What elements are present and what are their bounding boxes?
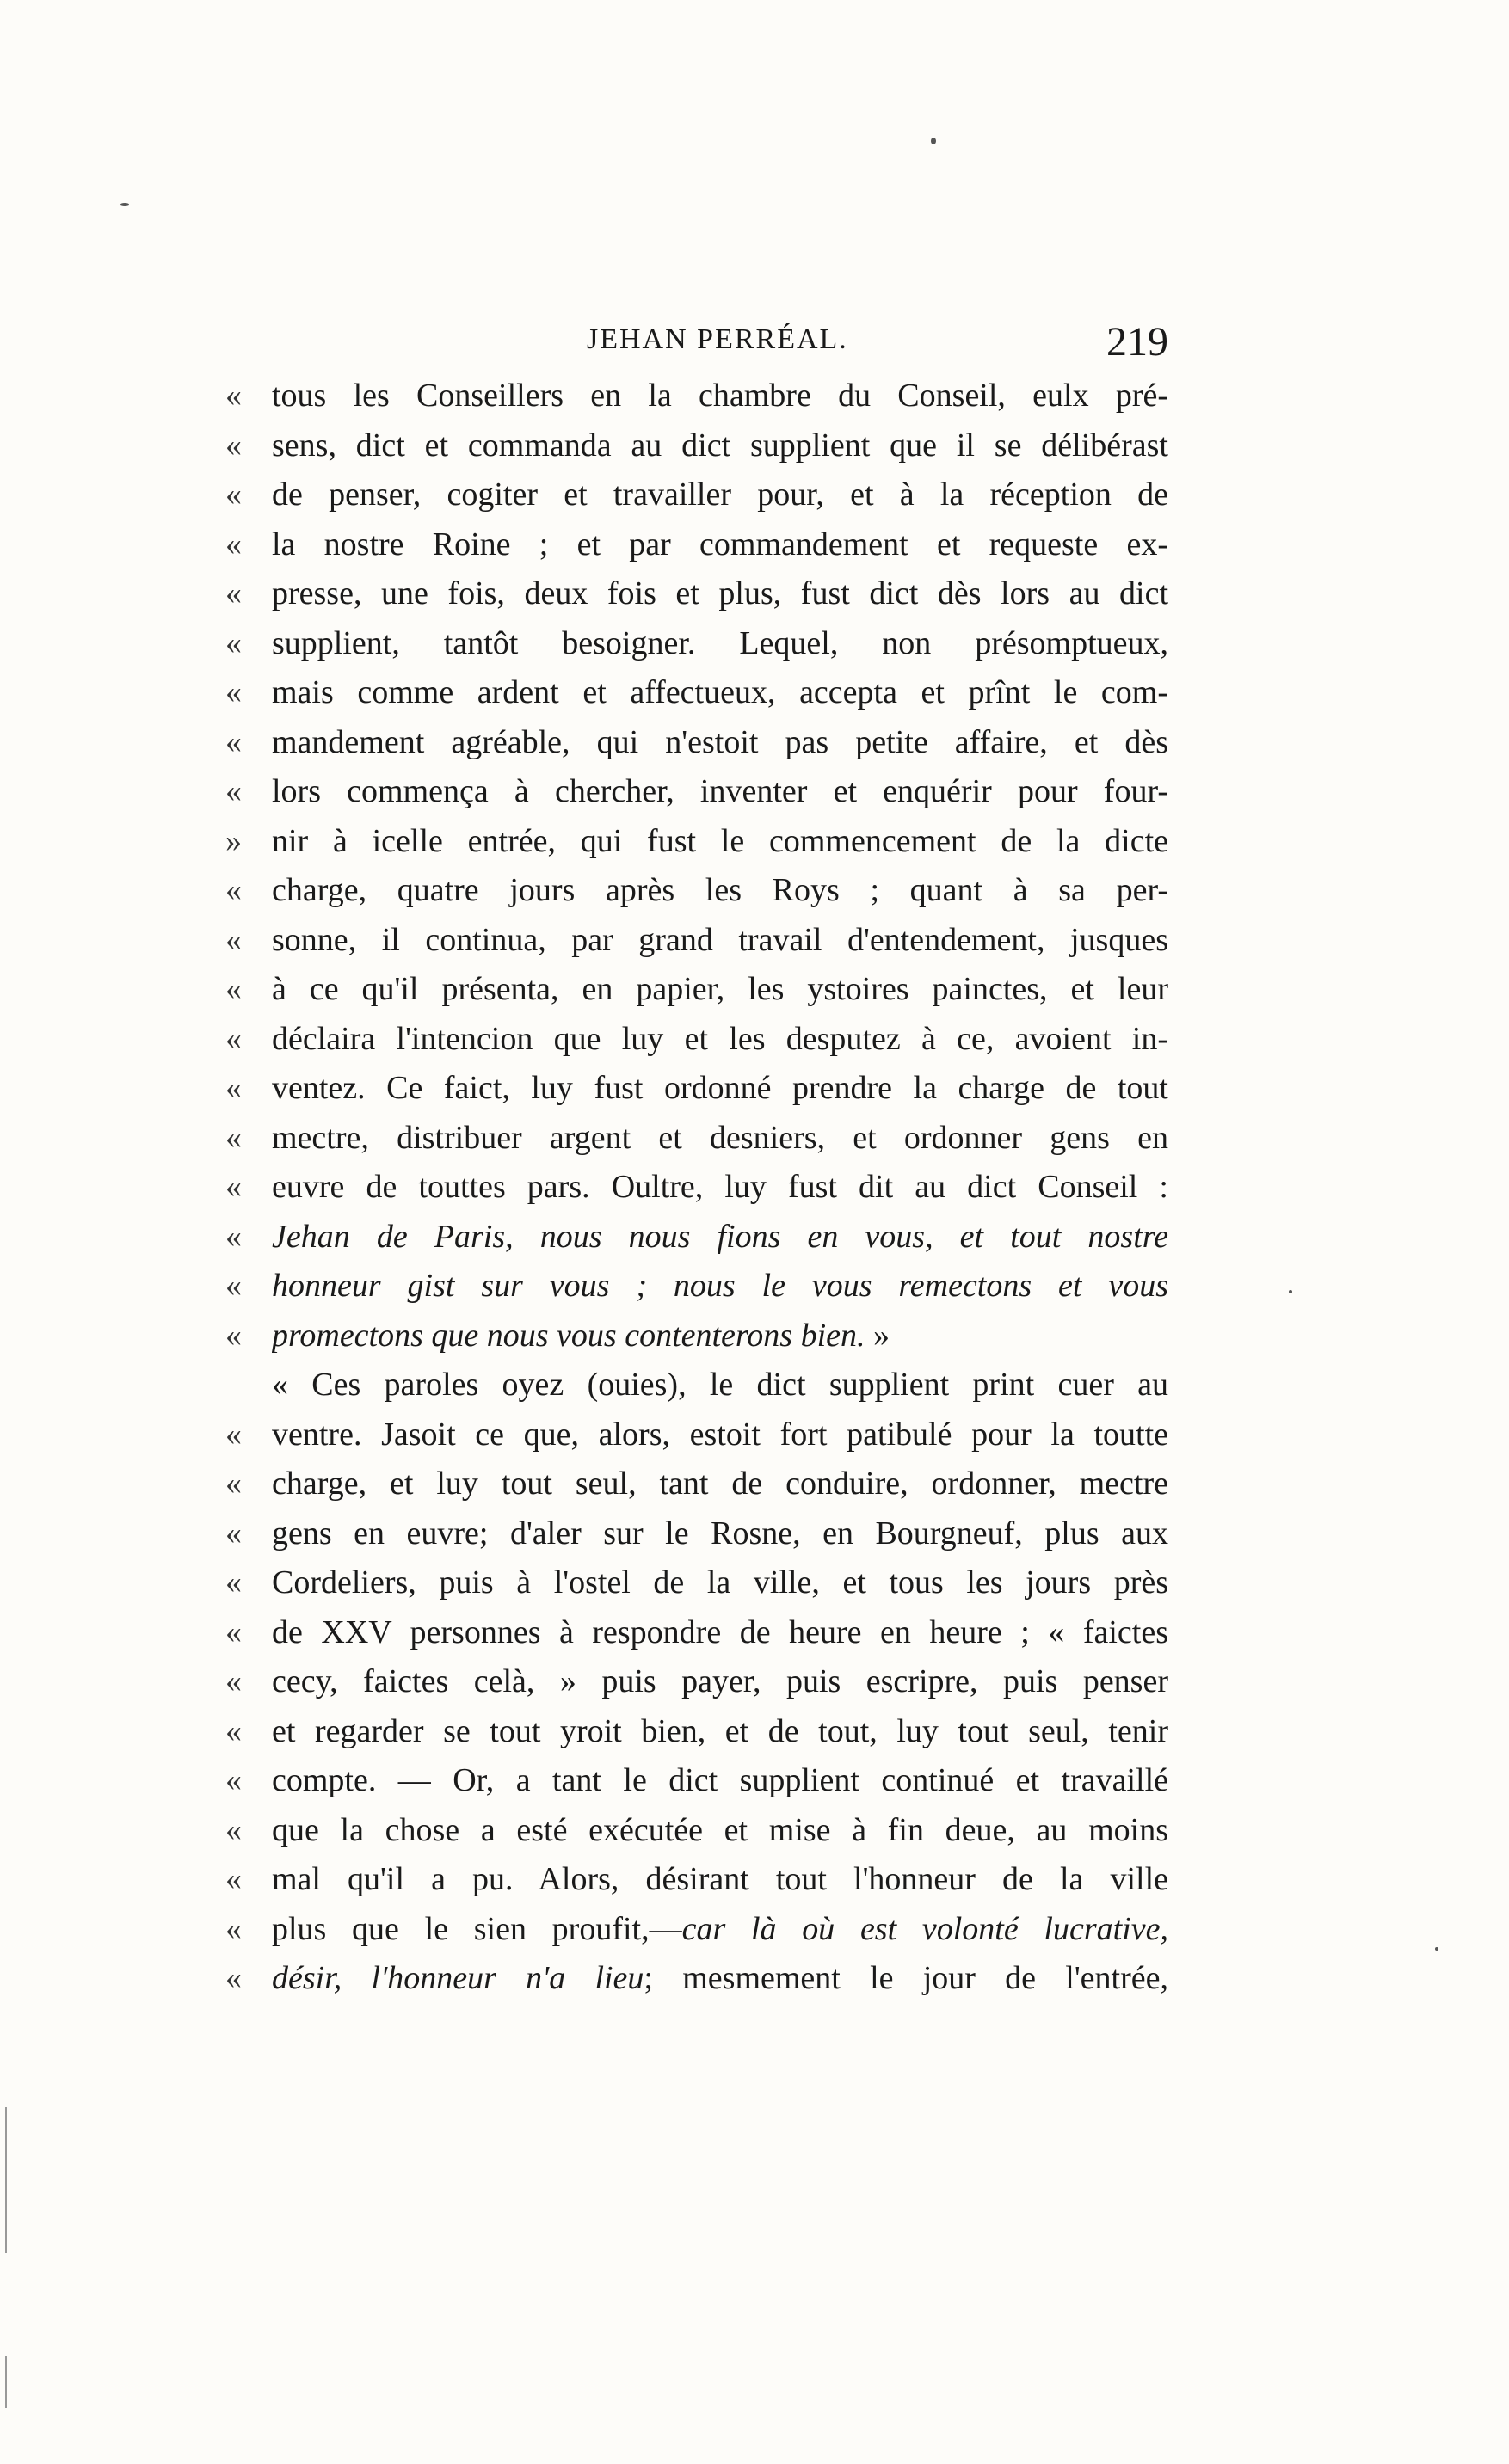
text-line (225, 520, 1168, 570)
text-segment: plus que le sien proufit,— (272, 1910, 682, 1947)
text-segment: gens en euvre; d'aler sur le Rosne, en Bourgneuf, plus aux (272, 1515, 1168, 1552)
line-text (272, 1459, 1168, 1509)
text-segment: presse, une fois, deux fois et plus, fust dict dès lors au dict (272, 575, 1168, 611)
line-text (272, 520, 1168, 570)
text-segment: mais comme ardent et affectueux, accepta et prînt le com- (272, 674, 1168, 710)
text-line (225, 1756, 1168, 1806)
text-line (225, 1361, 1168, 1410)
line-text (272, 619, 1168, 669)
running-title: JEHAN PERRÉAL. (587, 323, 848, 355)
text-line (225, 965, 1168, 1015)
text-line (225, 470, 1168, 520)
text-line (225, 1015, 1168, 1065)
text-line (225, 569, 1168, 619)
line-text (272, 1558, 1168, 1608)
body-text (225, 372, 1168, 2004)
text-line (225, 1806, 1168, 1856)
quote-mark: « (225, 921, 242, 958)
quote-mark: « (225, 427, 242, 464)
line-text (272, 372, 1168, 421)
page-number: 219 (1106, 319, 1168, 365)
quote-mark: « (225, 674, 242, 710)
text-segment: euvre de touttes pars. Oultre, luy fust dit au dict Conseil : (272, 1169, 1168, 1205)
text-line (225, 1459, 1168, 1509)
quote-mark: « (225, 1515, 242, 1552)
text-line (225, 1064, 1168, 1114)
quote-mark: « (225, 575, 242, 611)
quote-mark: « (225, 1169, 242, 1205)
line-text (272, 1509, 1168, 1559)
line-text (272, 1905, 1168, 1955)
text-line (225, 1509, 1168, 1559)
text-line (225, 1608, 1168, 1658)
quote-mark: « (225, 378, 242, 414)
text-segment: ventre. Jasoit ce que, alors, estoit fort patibulé pour la toutte (272, 1416, 1168, 1453)
text-segment: à ce qu'il présenta, en papier, les ystoires painctes, et leur (272, 971, 1168, 1007)
line-text (272, 421, 1168, 471)
text-segment: Cordeliers, puis à l'ostel de la ville, et tous les jours près (272, 1564, 1168, 1601)
quote-mark: « (225, 1712, 242, 1749)
line-text (272, 1213, 1168, 1263)
text-line (225, 668, 1168, 718)
text-segment: ; mesmement le jour de l'entrée, (644, 1960, 1168, 1996)
text-line (225, 1905, 1168, 1955)
quote-mark: « (225, 1811, 242, 1848)
text-line (225, 1410, 1168, 1460)
text-segment: mectre, distribuer argent et desniers, et ordonner gens en (272, 1119, 1168, 1156)
text-line (225, 1707, 1168, 1757)
quote-mark: « (225, 1762, 242, 1798)
text-segment: déclaira l'intencion que luy et les desputez à ce, avoient in- (272, 1020, 1168, 1057)
scan-speck (120, 203, 129, 206)
text-segment: ventez. Ce faict, luy fust ordonné prendre la charge de tout (272, 1070, 1168, 1106)
scan-speck (931, 138, 936, 144)
line-text (272, 1015, 1168, 1065)
margin-rule (5, 2356, 7, 2408)
line-text (272, 718, 1168, 768)
text-segment: sens, dict et commanda au dict supplient que il se délibérast (272, 427, 1168, 464)
quote-mark: « (225, 476, 242, 513)
line-text (272, 1114, 1168, 1164)
quote-mark: « (225, 1020, 242, 1057)
text-segment: supplient, tantôt besoigner. Lequel, non présomptueux, (272, 624, 1168, 661)
text-segment: sonne, il continua, par grand travail d'entendement, jusques (272, 921, 1168, 958)
italic-segment: car là où est volonté lucrative, (681, 1910, 1168, 1947)
text-line (225, 718, 1168, 768)
text-segment: nir à icelle entrée, qui fust le commencement de la dicte (272, 822, 1168, 859)
text-segment: mal qu'il a pu. Alors, désirant tout l'honneur de la ville (272, 1861, 1168, 1897)
italic-segment: Jehan de Paris, nous nous fions en vous, et tout nostre (272, 1218, 1168, 1255)
text-segment: tous les Conseillers en la chambre du Conseil, eulx pré- (272, 378, 1168, 414)
text-line (225, 1262, 1168, 1312)
text-line (225, 1558, 1168, 1608)
text-line (225, 1312, 1168, 1361)
line-text (272, 916, 1168, 966)
text-line (225, 767, 1168, 817)
text-line (225, 1114, 1168, 1164)
text-line (225, 1855, 1168, 1905)
text-line (225, 817, 1168, 867)
quote-mark: « (225, 1119, 242, 1156)
text-segment: charge, quatre jours après les Roys ; quant à sa per- (272, 872, 1168, 908)
quote-mark: « (225, 624, 242, 661)
quote-mark: « (225, 1317, 242, 1354)
text-segment: et regarder se tout yroit bien, et de tout, luy tout seul, tenir (272, 1712, 1168, 1749)
italic-segment: honneur gist sur vous ; nous le vous remectons et vous (272, 1268, 1168, 1304)
text-line (225, 866, 1168, 916)
line-text (272, 1806, 1168, 1856)
line-text (272, 817, 1168, 867)
line-text (272, 1855, 1168, 1905)
quote-mark: « (225, 1960, 242, 1996)
quote-mark: « (225, 1070, 242, 1106)
quote-mark: « (225, 1861, 242, 1897)
quote-mark: « (225, 525, 242, 562)
text-line (225, 372, 1168, 421)
text-segment: de penser, cogiter et travailler pour, et à la réception de (272, 476, 1168, 513)
text-segment: lors commença à chercher, inventer et enquérir pour four- (272, 773, 1168, 809)
text-line (225, 1954, 1168, 2004)
text-segment: mandement agréable, qui n'estoit pas petite affaire, et dès (272, 723, 1168, 760)
line-text (272, 1312, 1168, 1361)
line-text (272, 1262, 1168, 1312)
quote-mark: « (225, 1910, 242, 1947)
line-text (272, 470, 1168, 520)
quote-mark: « (225, 1416, 242, 1453)
margin-rule (5, 2107, 7, 2253)
text-segment: la nostre Roine ; et par commandement et requeste ex- (272, 525, 1168, 562)
text-segment: cecy, faictes celà, » puis payer, puis escripre, puis penser (272, 1663, 1168, 1699)
text-segment: de XXV personnes à respondre de heure en heure ; « faictes (272, 1613, 1168, 1650)
quote-mark: « (225, 1218, 242, 1255)
line-text (272, 1954, 1168, 2004)
quote-mark: « (225, 1268, 242, 1304)
quote-mark: « (225, 1564, 242, 1601)
text-segment: compte. — Or, a tant le dict supplient continué et travaillé (272, 1762, 1168, 1798)
line-text (272, 668, 1168, 718)
line-text (272, 767, 1168, 817)
text-line (225, 1163, 1168, 1213)
text-segment: charge, et luy tout seul, tant de conduire, ordonner, mectre (272, 1465, 1168, 1502)
text-line (225, 916, 1168, 966)
line-text (272, 569, 1168, 619)
text-line (225, 619, 1168, 669)
quote-mark: « (225, 723, 242, 760)
line-text (272, 1064, 1168, 1114)
quote-mark: « (225, 872, 242, 908)
text-segment: que la chose a esté exécutée et mise à fin deue, au moins (272, 1811, 1168, 1848)
line-text (272, 1163, 1168, 1213)
line-text (272, 1657, 1168, 1707)
text-line (225, 1213, 1168, 1263)
quote-mark: « (225, 1613, 242, 1650)
scan-speck (1289, 1290, 1292, 1293)
text-segment: « Ces paroles oyez (ouies), le dict supplient print cuer au (272, 1367, 1168, 1403)
line-text (272, 1361, 1168, 1410)
line-text (272, 866, 1168, 916)
italic-segment: désir, l'honneur n'a lieu (272, 1960, 644, 1996)
running-header (225, 318, 1168, 370)
line-text (272, 1410, 1168, 1460)
scan-speck (1435, 1947, 1438, 1951)
text-line (225, 1657, 1168, 1707)
line-text (272, 1756, 1168, 1806)
text-segment: » (865, 1317, 890, 1354)
italic-segment: promectons que nous vous contenterons bien. (272, 1317, 865, 1354)
quote-mark: « (225, 1663, 242, 1699)
quote-mark: « (225, 773, 242, 809)
quote-mark: » (225, 822, 242, 859)
line-text (272, 965, 1168, 1015)
line-text (272, 1707, 1168, 1757)
quote-mark: « (225, 1465, 242, 1502)
line-text (272, 1608, 1168, 1658)
text-line (225, 421, 1168, 471)
quote-mark: « (225, 971, 242, 1007)
